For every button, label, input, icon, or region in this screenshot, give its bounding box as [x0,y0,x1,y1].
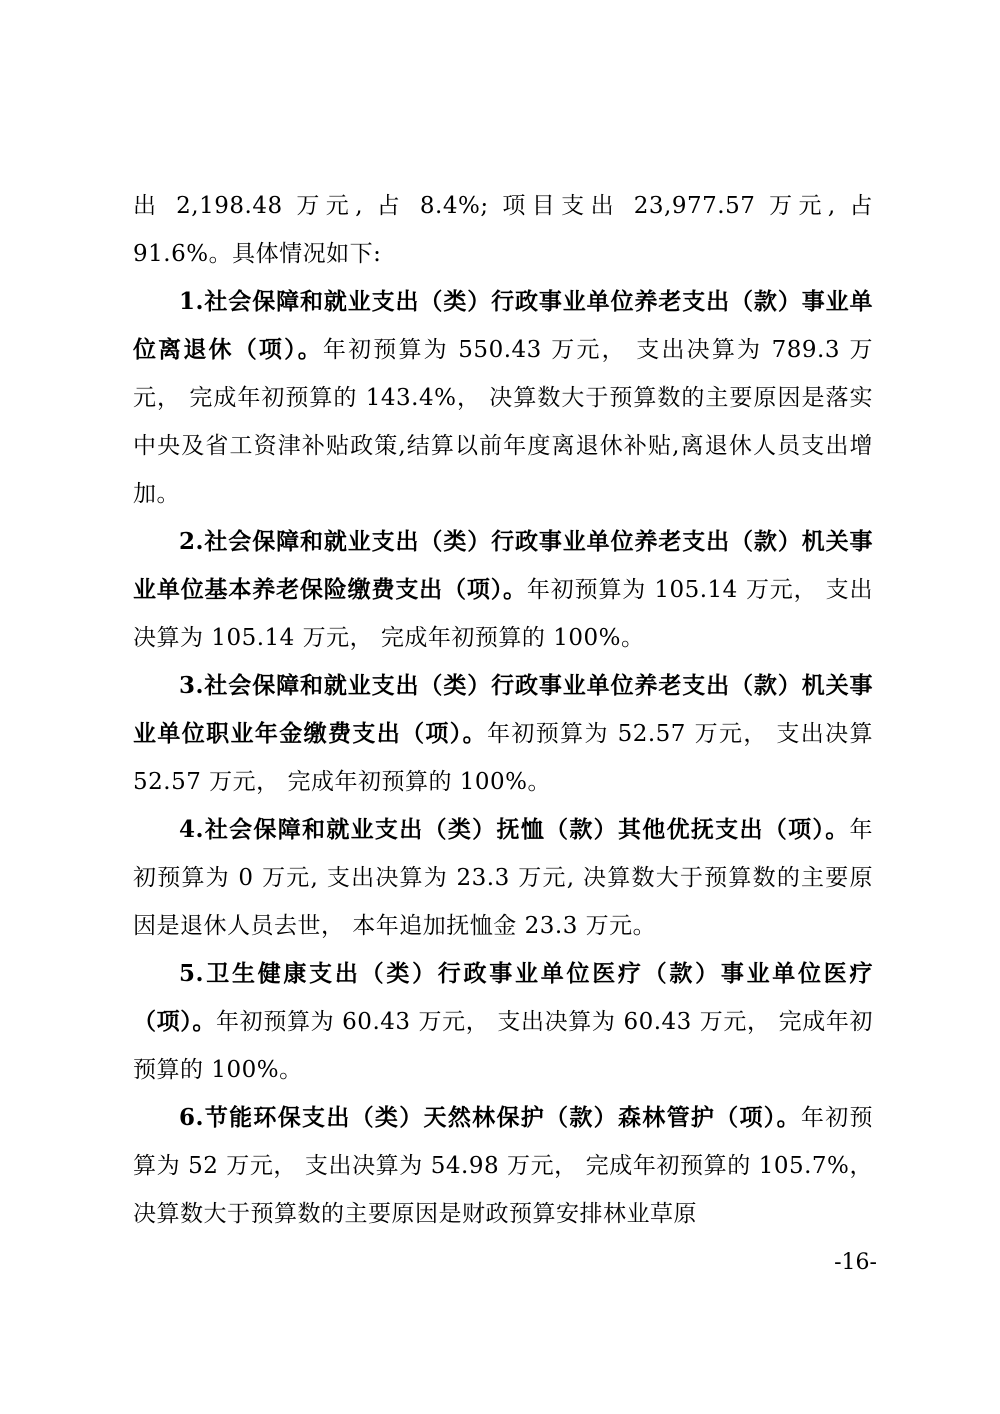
budget-item-body: 年初预算为 60.43 万元， 支出决算为 60.43 万元， 完成年初预算的 100%。 [133,1009,873,1083]
budget-item-title: 2.社会保障和就业支出（类）行政事业单位养老支出（款）机关事业单位基本养老保险缴费支出（项）。 [133,528,873,603]
budget-item-body: 年初预算为 0 万元, 支出决算为 23.3 万元, 决算数大于预算数的主要原因是退休人员去世， 本年追加抚恤金 23.3 万元。 [133,817,873,939]
budget-item-paragraph-2 [133,518,873,662]
budget-item-body: 年初预算为 105.14 万元， 支出决算为 105.14 万元， 完成年初预算的 100%。 [133,577,874,651]
budget-item-body: 年初预算为 52 万元， 支出决算为 54.98 万元， 完成年初预算的 105.7%， 决算数大于预算数的主要原因是财政预算安排林业草原 [133,1105,873,1227]
budget-item-title: 6.节能环保支出（类）天然林保护（款）森林管护（项）。 [179,1104,801,1131]
budget-item-paragraph-1 [133,278,873,518]
budget-item-title: 5.卫生健康支出（类）行政事业单位医疗（款）事业单位医疗（项）。 [133,960,873,1035]
budget-item-title: 1.社会保障和就业支出（类）行政事业单位养老支出（款）事业单位离退休（项）。 [133,288,873,363]
budget-item-title: 4.社会保障和就业支出（类）抚恤（款）其他优抚支出（项）。 [179,816,850,843]
page-number: -16- [834,1250,877,1275]
budget-item-paragraph-3 [133,662,873,806]
budget-item-body: 年初预算为 52.57 万元， 支出决算 52.57 万元， 完成年初预算的 100%。 [133,721,873,795]
document-body [133,182,873,1238]
intro-text: 出 2,198.48 万元, 占 8.4%; 项目支出 23,977.57 万元, 占 91.6%。具体情况如下: [133,193,873,267]
budget-item-body: 年初预算为 550.43 万元， 支出决算为 789.3 万元， 完成年初预算的 143.4%， 决算数大于预算数的主要原因是落实中央及省工资津补贴政策,结算以前年度离退休补贴,离退休人员支出增加。 [133,337,873,507]
intro-paragraph [133,182,873,278]
budget-item-paragraph-5 [133,950,873,1094]
budget-item-paragraph-6 [133,1094,873,1238]
budget-item-paragraph-4 [133,806,873,950]
budget-item-title: 3.社会保障和就业支出（类）行政事业单位养老支出（款）机关事业单位职业年金缴费支出（项）。 [133,672,873,747]
